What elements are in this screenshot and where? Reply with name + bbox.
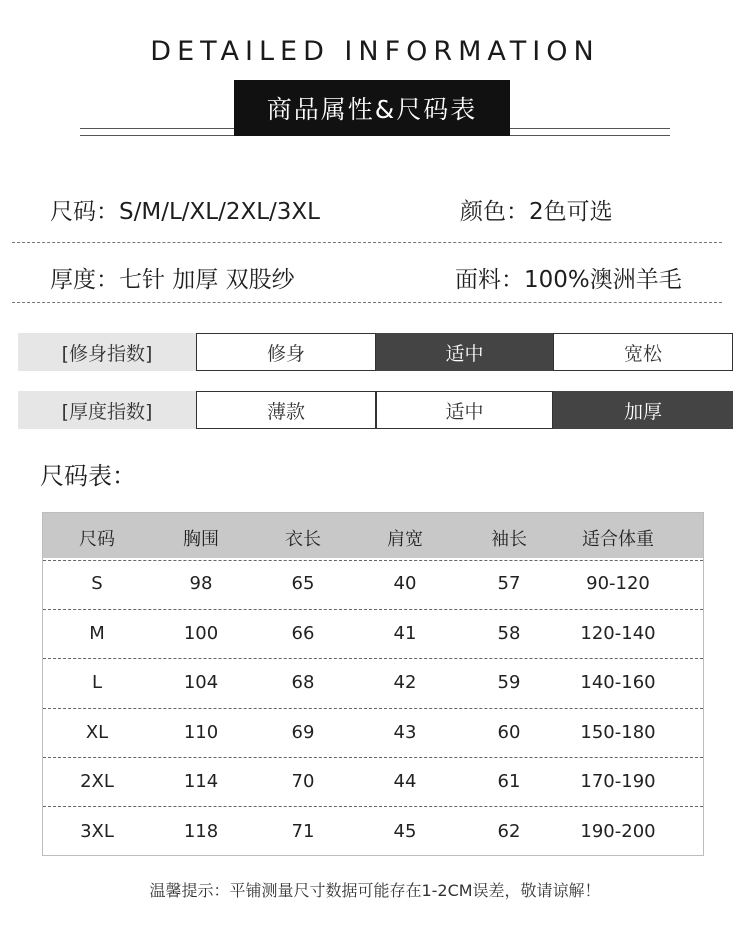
cell-sleeve: 60 <box>497 722 521 743</box>
cell-sleeve: 61 <box>497 771 521 792</box>
cell-chest: 110 <box>183 722 219 743</box>
header-cell-chest: 胸围 <box>183 529 219 550</box>
attr-fabric: 面料：100%澳洲羊毛 <box>455 267 682 293</box>
header-cell-shoulder: 肩宽 <box>387 529 423 550</box>
cell-length: 70 <box>291 771 315 792</box>
cell-shoulder: 42 <box>393 672 417 693</box>
cell-weight: 120-140 <box>580 623 656 644</box>
cell-length: 71 <box>291 821 315 842</box>
cell-shoulder: 41 <box>393 623 417 644</box>
header-cell-weight: 适合体重 <box>582 529 654 550</box>
cell-length: 69 <box>291 722 315 743</box>
header-cell-length: 衣长 <box>285 529 321 550</box>
header-title-cn: 商品属性&尺码表 <box>234 80 510 136</box>
cell-sleeve: 57 <box>497 573 521 594</box>
cell-shoulder: 44 <box>393 771 417 792</box>
cell-size: M <box>89 623 105 644</box>
fit-option-slim: 修身 <box>196 333 376 371</box>
row-divider <box>43 806 703 807</box>
cell-chest: 98 <box>189 573 213 594</box>
cell-weight: 150-180 <box>580 722 656 743</box>
header-cell-size: 尺码 <box>79 529 115 550</box>
thickness-option-medium: 适中 <box>376 391 553 429</box>
cell-size: 3XL <box>80 821 114 842</box>
cell-weight: 190-200 <box>580 821 656 842</box>
cell-chest: 104 <box>183 672 219 693</box>
attr-divider-2 <box>12 302 722 303</box>
row-divider <box>43 708 703 709</box>
row-divider <box>43 658 703 659</box>
cell-length: 66 <box>291 623 315 644</box>
thickness-option-thin: 薄款 <box>196 391 376 429</box>
cell-shoulder: 43 <box>393 722 417 743</box>
fit-option-loose: 宽松 <box>553 333 733 371</box>
cell-weight: 170-190 <box>580 771 656 792</box>
cell-chest: 114 <box>183 771 219 792</box>
attr-size: 尺码：S/M/L/XL/2XL/3XL <box>50 199 320 225</box>
footer-note: 温馨提示：平铺测量尺寸数据可能存在1-2CM误差，敬请谅解！ <box>149 881 601 900</box>
header-title-en: DETAILED INFORMATION <box>150 36 600 67</box>
header-cell-sleeve: 袖长 <box>491 529 527 550</box>
cell-chest: 118 <box>183 821 219 842</box>
size-table <box>42 512 704 856</box>
row-divider <box>43 560 703 561</box>
attr-color: 颜色：2色可选 <box>460 199 613 225</box>
cell-sleeve: 59 <box>497 672 521 693</box>
row-divider <box>43 757 703 758</box>
cell-chest: 100 <box>183 623 219 644</box>
row-divider <box>43 609 703 610</box>
cell-sleeve: 58 <box>497 623 521 644</box>
attr-divider-1 <box>12 242 722 243</box>
cell-sleeve: 62 <box>497 821 521 842</box>
cell-size: L <box>91 672 103 693</box>
fit-option-regular: 适中 <box>376 333 553 371</box>
cell-shoulder: 40 <box>393 573 417 594</box>
cell-weight: 140-160 <box>580 672 656 693</box>
cell-size: S <box>91 573 103 594</box>
cell-size: XL <box>85 722 109 743</box>
cell-size: 2XL <box>80 771 114 792</box>
thickness-option-thick: 加厚 <box>553 391 733 429</box>
fit-index-label: [修身指数] <box>18 333 196 371</box>
attr-thickness: 厚度：七针 加厚 双股纱 <box>50 267 295 293</box>
thickness-index-label: [厚度指数] <box>18 391 196 429</box>
cell-length: 68 <box>291 672 315 693</box>
cell-weight: 90-120 <box>586 573 650 594</box>
cell-shoulder: 45 <box>393 821 417 842</box>
size-table-title: 尺码表： <box>40 462 136 490</box>
cell-length: 65 <box>291 573 315 594</box>
